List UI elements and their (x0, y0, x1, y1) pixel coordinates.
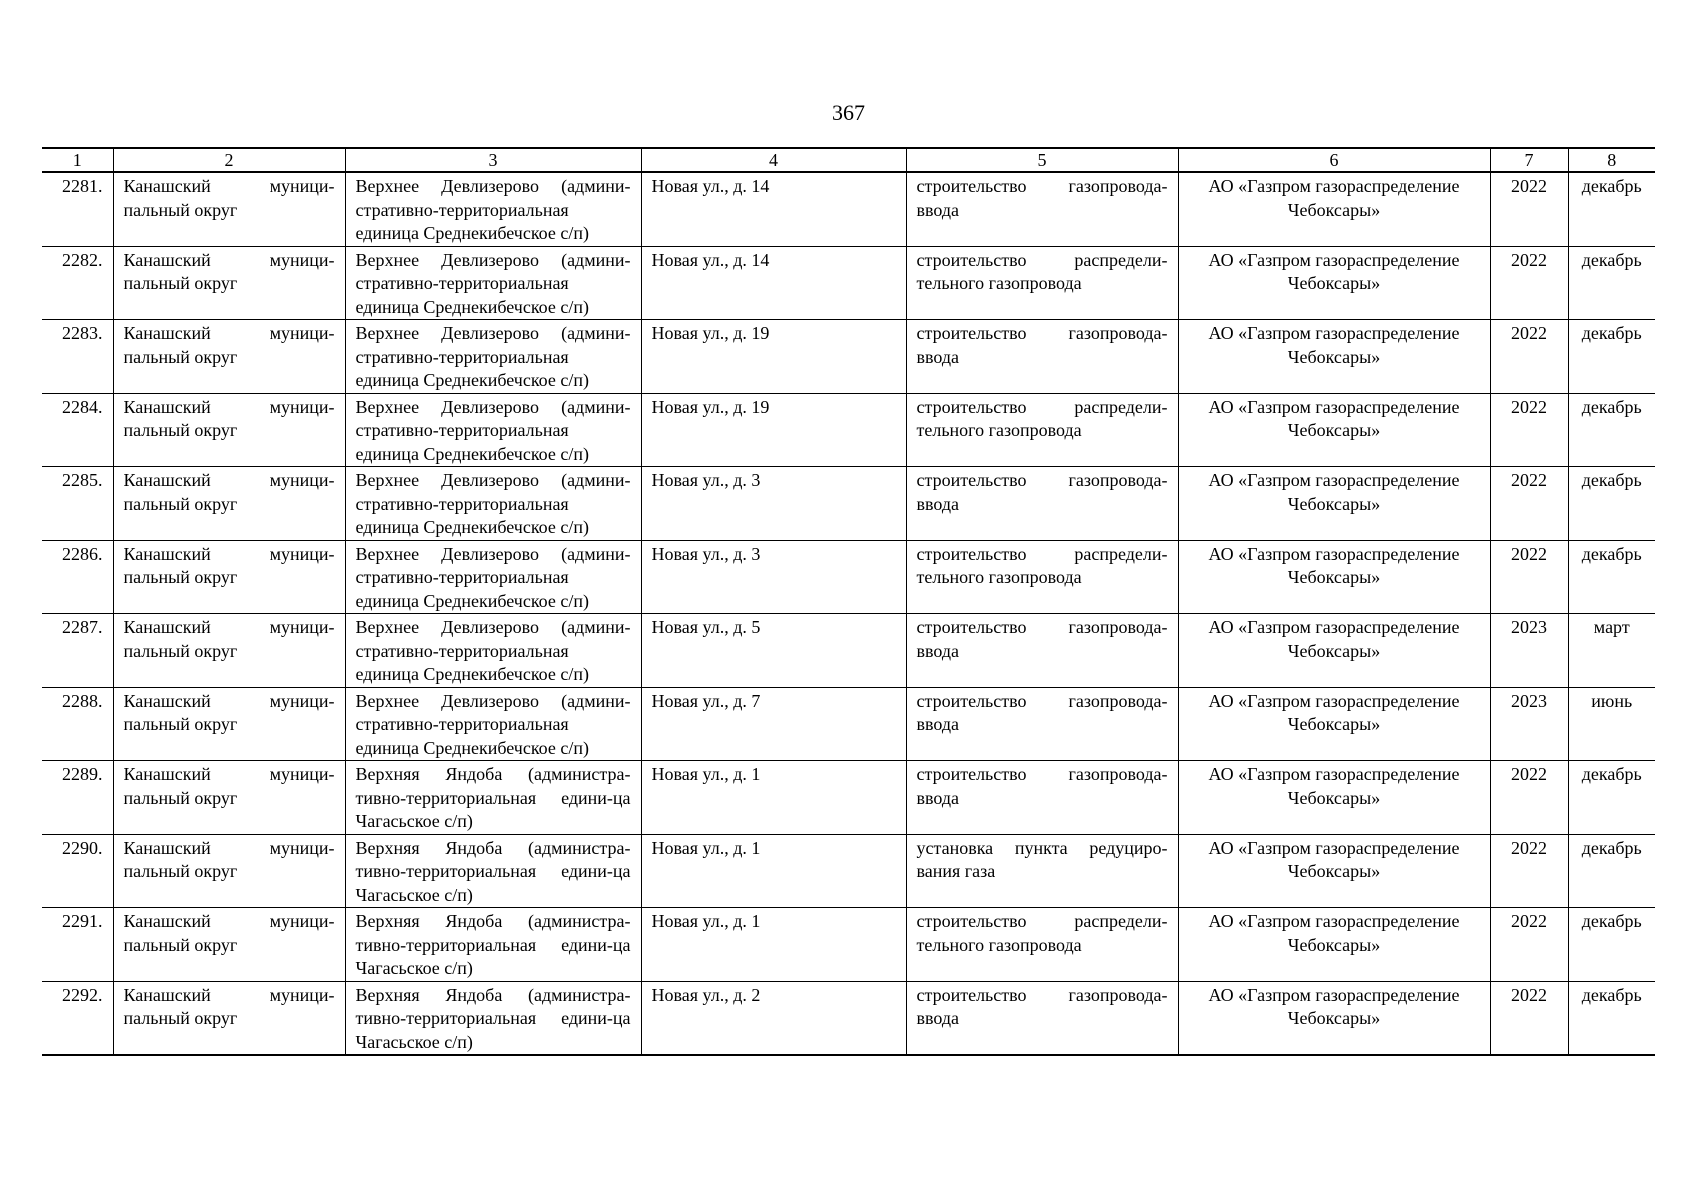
table-row (42, 540, 1655, 614)
column-header: 2 (113, 148, 345, 172)
locality-cell: Верхняя Яндоба (администра-тивно-территориальная едини-ца Чагасьское с/п) (345, 908, 641, 982)
district-cell: Канашский муници-пальный округ (113, 981, 345, 1055)
table-row (42, 981, 1655, 1055)
month-cell: декабрь (1568, 761, 1655, 835)
year-cell: 2023 (1490, 614, 1568, 688)
row-number-cell: 2281. (42, 172, 113, 246)
work-type-cell: строительство газопровода-ввода (906, 172, 1178, 246)
district-cell: Канашский муници-пальный округ (113, 320, 345, 394)
month-cell: декабрь (1568, 246, 1655, 320)
district-cell: Канашский муници-пальный округ (113, 614, 345, 688)
month-cell: декабрь (1568, 393, 1655, 467)
district-cell: Канашский муници-пальный округ (113, 393, 345, 467)
row-number-cell: 2285. (42, 467, 113, 541)
column-header: 8 (1568, 148, 1655, 172)
address-cell: Новая ул., д. 2 (641, 981, 906, 1055)
year-cell: 2022 (1490, 246, 1568, 320)
table-row (42, 320, 1655, 394)
address-cell: Новая ул., д. 1 (641, 761, 906, 835)
district-cell: Канашский муници-пальный округ (113, 834, 345, 908)
address-cell: Новая ул., д. 14 (641, 246, 906, 320)
row-number-cell: 2290. (42, 834, 113, 908)
table-row (42, 467, 1655, 541)
address-cell: Новая ул., д. 3 (641, 540, 906, 614)
organization-cell: АО «Газпром газораспределение Чебоксары» (1178, 393, 1490, 467)
table-row (42, 687, 1655, 761)
locality-cell: Верхнее Девлизерово (админи-стративно-территориальная единица Среднекибечское с/п) (345, 320, 641, 394)
locality-cell: Верхнее Девлизерово (админи-стративно-территориальная единица Среднекибечское с/п) (345, 246, 641, 320)
table-row (42, 172, 1655, 246)
organization-cell: АО «Газпром газораспределение Чебоксары» (1178, 908, 1490, 982)
row-number-cell: 2288. (42, 687, 113, 761)
organization-cell: АО «Газпром газораспределение Чебоксары» (1178, 246, 1490, 320)
year-cell: 2022 (1490, 761, 1568, 835)
table-row (42, 761, 1655, 835)
table-row (42, 614, 1655, 688)
district-cell: Канашский муници-пальный округ (113, 246, 345, 320)
month-cell: декабрь (1568, 834, 1655, 908)
organization-cell: АО «Газпром газораспределение Чебоксары» (1178, 614, 1490, 688)
column-header: 3 (345, 148, 641, 172)
row-number-cell: 2291. (42, 908, 113, 982)
row-number-cell: 2284. (42, 393, 113, 467)
locality-cell: Верхнее Девлизерово (админи-стративно-территориальная единица Среднекибечское с/п) (345, 172, 641, 246)
column-header: 7 (1490, 148, 1568, 172)
year-cell: 2022 (1490, 540, 1568, 614)
column-header: 4 (641, 148, 906, 172)
table-row (42, 908, 1655, 982)
year-cell: 2022 (1490, 393, 1568, 467)
year-cell: 2022 (1490, 320, 1568, 394)
work-type-cell: строительство распредели-тельного газопровода (906, 393, 1178, 467)
address-cell: Новая ул., д. 1 (641, 834, 906, 908)
district-cell: Канашский муници-пальный округ (113, 908, 345, 982)
work-type-cell: строительство газопровода-ввода (906, 614, 1178, 688)
header-row (42, 148, 1655, 172)
address-cell: Новая ул., д. 1 (641, 908, 906, 982)
year-cell: 2022 (1490, 981, 1568, 1055)
month-cell: декабрь (1568, 540, 1655, 614)
table-row (42, 393, 1655, 467)
address-cell: Новая ул., д. 19 (641, 320, 906, 394)
locality-cell: Верхнее Девлизерово (админи-стративно-территориальная единица Среднекибечское с/п) (345, 540, 641, 614)
organization-cell: АО «Газпром газораспределение Чебоксары» (1178, 467, 1490, 541)
work-type-cell: строительство газопровода-ввода (906, 981, 1178, 1055)
locality-cell: Верхняя Яндоба (администра-тивно-территориальная едини-ца Чагасьское с/п) (345, 834, 641, 908)
month-cell: декабрь (1568, 172, 1655, 246)
locality-cell: Верхнее Девлизерово (админи-стративно-территориальная единица Среднекибечское с/п) (345, 467, 641, 541)
year-cell: 2022 (1490, 908, 1568, 982)
row-number-cell: 2287. (42, 614, 113, 688)
organization-cell: АО «Газпром газораспределение Чебоксары» (1178, 320, 1490, 394)
year-cell: 2022 (1490, 172, 1568, 246)
district-cell: Канашский муници-пальный округ (113, 172, 345, 246)
row-number-cell: 2292. (42, 981, 113, 1055)
address-cell: Новая ул., д. 5 (641, 614, 906, 688)
month-cell: июнь (1568, 687, 1655, 761)
district-cell: Канашский муници-пальный округ (113, 687, 345, 761)
organization-cell: АО «Газпром газораспределение Чебоксары» (1178, 761, 1490, 835)
district-cell: Канашский муници-пальный округ (113, 761, 345, 835)
address-cell: Новая ул., д. 3 (641, 467, 906, 541)
year-cell: 2022 (1490, 834, 1568, 908)
month-cell: декабрь (1568, 467, 1655, 541)
month-cell: декабрь (1568, 320, 1655, 394)
work-type-cell: строительство газопровода-ввода (906, 467, 1178, 541)
work-type-cell: строительство газопровода-ввода (906, 320, 1178, 394)
work-type-cell: установка пункта редуциро-вания газа (906, 834, 1178, 908)
table-row (42, 834, 1655, 908)
work-type-cell: строительство распредели-тельного газопровода (906, 908, 1178, 982)
column-header: 6 (1178, 148, 1490, 172)
organization-cell: АО «Газпром газораспределение Чебоксары» (1178, 981, 1490, 1055)
column-header: 1 (42, 148, 113, 172)
column-header: 5 (906, 148, 1178, 172)
year-cell: 2022 (1490, 467, 1568, 541)
organization-cell: АО «Газпром газораспределение Чебоксары» (1178, 687, 1490, 761)
row-number-cell: 2289. (42, 761, 113, 835)
address-cell: Новая ул., д. 7 (641, 687, 906, 761)
table-row (42, 246, 1655, 320)
address-cell: Новая ул., д. 14 (641, 172, 906, 246)
row-number-cell: 2282. (42, 246, 113, 320)
district-cell: Канашский муници-пальный округ (113, 467, 345, 541)
row-number-cell: 2286. (42, 540, 113, 614)
year-cell: 2023 (1490, 687, 1568, 761)
work-type-cell: строительство распредели-тельного газопровода (906, 246, 1178, 320)
work-type-cell: строительство газопровода-ввода (906, 761, 1178, 835)
locality-cell: Верхняя Яндоба (администра-тивно-территориальная едини-ца Чагасьское с/п) (345, 981, 641, 1055)
work-type-cell: строительство распредели-тельного газопровода (906, 540, 1178, 614)
organization-cell: АО «Газпром газораспределение Чебоксары» (1178, 540, 1490, 614)
locality-cell: Верхняя Яндоба (администра-тивно-территориальная едини-ца Чагасьское с/п) (345, 761, 641, 835)
locality-cell: Верхнее Девлизерово (админи-стративно-территориальная единица Среднекибечское с/п) (345, 614, 641, 688)
document-table (42, 147, 1655, 1056)
organization-cell: АО «Газпром газораспределение Чебоксары» (1178, 172, 1490, 246)
page-number: 367 (832, 100, 865, 125)
district-cell: Канашский муници-пальный округ (113, 540, 345, 614)
row-number-cell: 2283. (42, 320, 113, 394)
locality-cell: Верхнее Девлизерово (админи-стративно-территориальная единица Среднекибечское с/п) (345, 687, 641, 761)
organization-cell: АО «Газпром газораспределение Чебоксары» (1178, 834, 1490, 908)
month-cell: декабрь (1568, 908, 1655, 982)
month-cell: март (1568, 614, 1655, 688)
work-type-cell: строительство газопровода-ввода (906, 687, 1178, 761)
address-cell: Новая ул., д. 19 (641, 393, 906, 467)
locality-cell: Верхнее Девлизерово (админи-стративно-территориальная единица Среднекибечское с/п) (345, 393, 641, 467)
month-cell: декабрь (1568, 981, 1655, 1055)
